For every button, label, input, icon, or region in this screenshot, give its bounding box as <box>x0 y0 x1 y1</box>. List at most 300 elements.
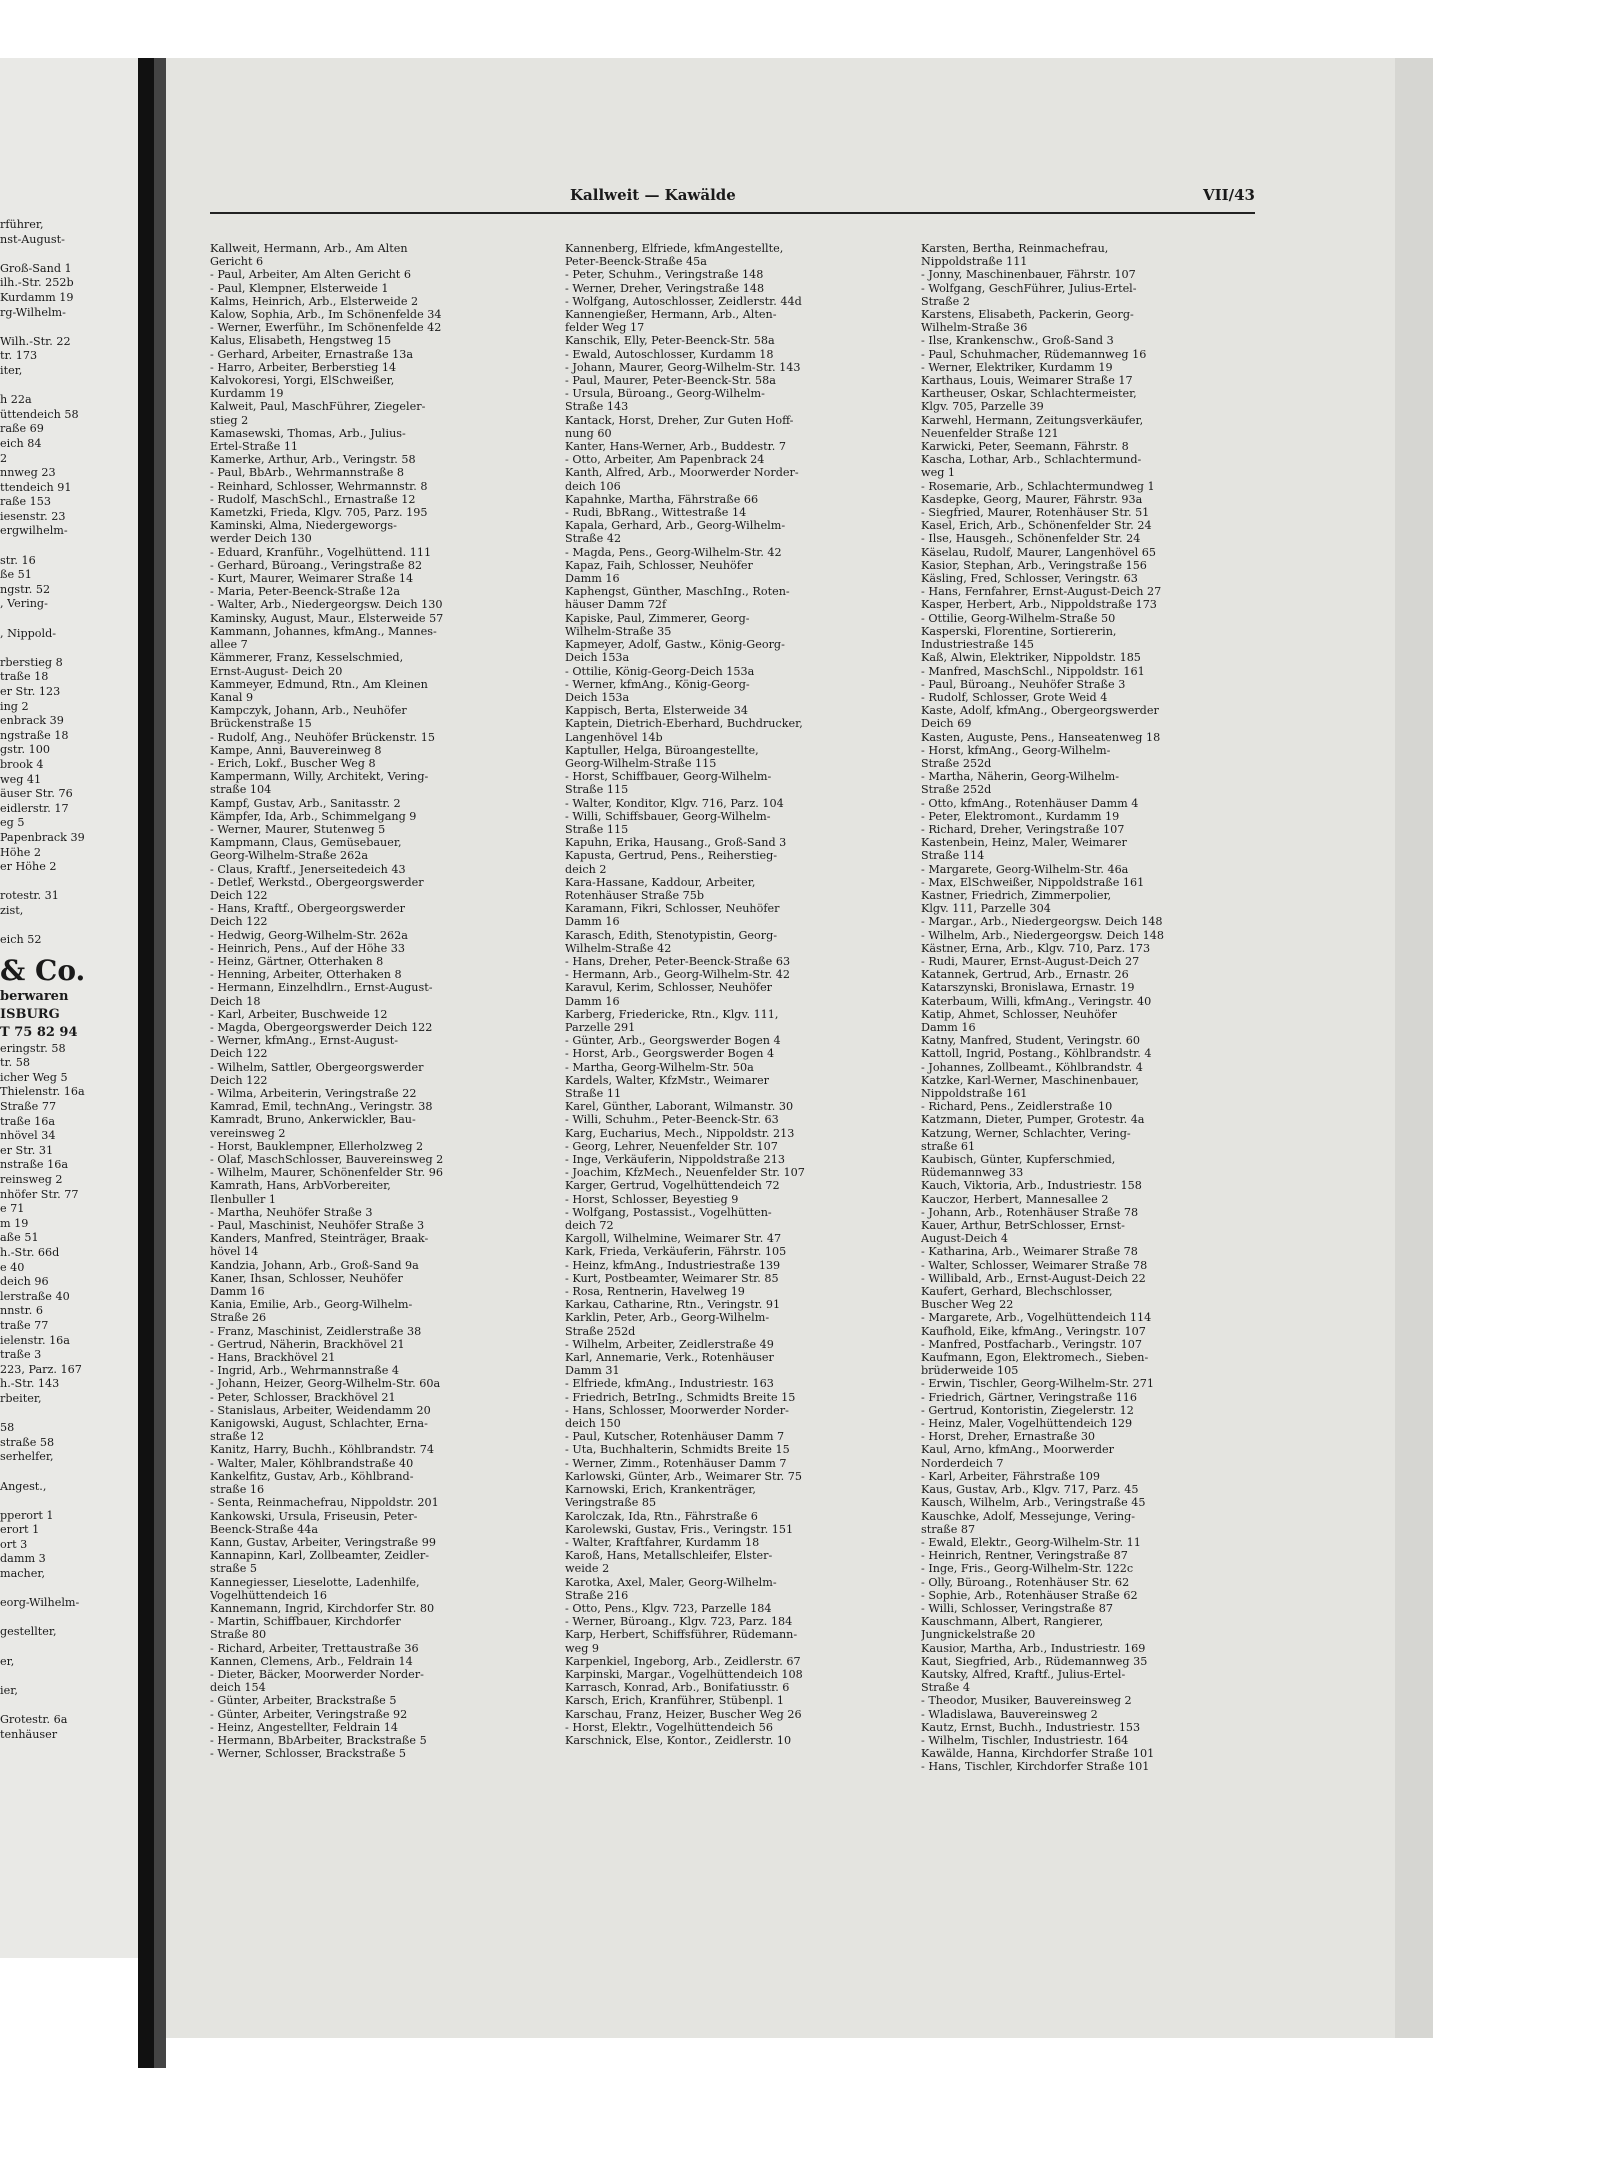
directory-entry-line: - Richard, Arbeiter, Trettaustraße 36 <box>210 1641 419 1655</box>
directory-entry-line: Kauschke, Adolf, Messejunge, Vering- <box>921 1509 1136 1523</box>
directory-entry-line: Straße 2 <box>921 294 970 308</box>
left-page-line <box>0 539 148 554</box>
directory-entry-line: - Elfriede, kfmAng., Industriestr. 163 <box>565 1377 774 1391</box>
directory-entry-line: Kauschmann, Albert, Rangierer, <box>921 1615 1104 1629</box>
directory-entry-line: deich 106 <box>565 479 621 493</box>
left-page-line: damm 3 <box>0 1552 46 1566</box>
left-page-line: h 22a <box>0 393 32 407</box>
directory-entry-line: - Hans, Brackhövel 21 <box>210 1351 336 1365</box>
directory-entry-line: Kaptuller, Helga, Büroangestellte, <box>565 743 759 757</box>
left-page-line: rführer, <box>0 218 44 231</box>
left-page-line: eg 5 <box>0 816 25 830</box>
directory-entry-line: - Heinz, Gärtner, Otterhaken 8 <box>210 954 384 968</box>
directory-entry-line: - Margarete, Georg-Wilhelm-Str. 46a <box>921 862 1129 876</box>
directory-entry-line: Kasten, Auguste, Pens., Hanseatenweg 18 <box>921 730 1161 744</box>
directory-entry-line: - Willi, Schiffsbauer, Georg-Wilhelm- <box>565 809 771 823</box>
directory-entry-line: werder Deich 130 <box>210 532 312 546</box>
directory-entry-line: - Werner, kfmAng., Ernst-August- <box>210 1034 398 1048</box>
left-page-line <box>0 247 148 262</box>
left-page-line: er, <box>0 1654 15 1668</box>
directory-entry-line: - Martha, Georg-Wilhelm-Str. 50a <box>565 1060 754 1074</box>
directory-entry-line: Damm 16 <box>565 572 620 586</box>
directory-entry-line: Kappisch, Berta, Elsterweide 34 <box>565 704 749 718</box>
left-page-line: traße 3 <box>0 1348 42 1362</box>
directory-entry-line: stieg 2 <box>210 413 249 427</box>
directory-entry-line: Jungnickelstraße 20 <box>921 1628 1036 1642</box>
directory-entry-line: Kapuhn, Erika, Hausang., Groß-Sand 3 <box>565 836 787 850</box>
directory-entry-line: Karschnick, Else, Kontor., Zeidlerstr. 10 <box>565 1733 792 1747</box>
directory-entry-line: Kämmerer, Franz, Kesselschmied, <box>210 651 404 665</box>
left-page-line: Groß-Sand 1 <box>0 261 72 275</box>
left-page-line: eidlerstr. 17 <box>0 801 69 815</box>
directory-entry-line: Kargoll, Wilhelmine, Weimarer Str. 47 <box>565 1232 782 1246</box>
directory-entry-line: - Jonny, Maschinenbauer, Fährstr. 107 <box>921 268 1136 282</box>
directory-entry-line: Kasperski, Florentine, Sortiererin, <box>921 624 1117 638</box>
left-page-line: h.-Str. 66d <box>0 1246 60 1259</box>
directory-entry-line: Kark, Frieda, Verkäuferin, Fährstr. 105 <box>565 1245 787 1259</box>
directory-entry-line: Parzelle 291 <box>565 1020 636 1034</box>
left-page-line: m 19 <box>0 1216 29 1230</box>
directory-entry-line: deich 150 <box>565 1417 621 1431</box>
directory-entry-line: häuser Damm 72f <box>565 598 667 612</box>
directory-entry-line: Kannegiesser, Lieselotte, Ladenhilfe, <box>210 1575 420 1589</box>
left-page-line: Grotestr. 6a <box>0 1713 68 1726</box>
directory-entry-line: - Heinz, kfmAng., Industriestraße 139 <box>565 1258 781 1272</box>
left-page-line: rg-Wilhelm- <box>0 305 66 319</box>
left-page-line <box>0 1465 148 1480</box>
directory-entry-line: Straße 143 <box>565 400 629 414</box>
directory-entry-line: Kalow, Sophia, Arb., Im Schönenfelde 34 <box>210 308 442 322</box>
directory-entry-line: - Sophie, Arb., Rotenhäuser Straße 62 <box>921 1588 1138 1602</box>
directory-entry-line: - Otto, Pens., Klgv. 723, Parzelle 184 <box>565 1601 772 1615</box>
directory-entry-line: - Siegfried, Maurer, Rotenhäuser Str. 51 <box>921 506 1150 520</box>
directory-entry-line: August-Deich 4 <box>921 1232 1008 1246</box>
directory-entry-line: allee 7 <box>210 638 248 652</box>
directory-entry-line: Damm 31 <box>565 1364 620 1378</box>
directory-entry-line: Karsch, Erich, Kranführer, Stübenpl. 1 <box>565 1694 785 1708</box>
directory-entry-line: - Walter, Arb., Niedergeorgsw. Deich 130 <box>210 598 443 612</box>
directory-entry-line: Karstens, Elisabeth, Packerin, Georg- <box>921 308 1134 322</box>
directory-entry-line: Käselau, Rudolf, Maurer, Langenhövel 65 <box>921 545 1156 559</box>
directory-entry-line: - Horst, Arb., Georgswerder Bogen 4 <box>565 1047 775 1061</box>
directory-entry-line: deich 2 <box>565 862 607 876</box>
directory-entry-line: Buscher Weg 22 <box>921 1298 1014 1312</box>
left-page-line <box>0 320 148 335</box>
directory-entry-line: Karwicki, Peter, Seemann, Fährstr. 8 <box>921 440 1129 454</box>
directory-entry-line: Kapaz, Faih, Schlosser, Neuhöfer <box>565 558 753 572</box>
directory-entry-line: Kanders, Manfred, Steinträger, Braak- <box>210 1232 429 1246</box>
directory-entry-line: - Werner, Schlosser, Brackstraße 5 <box>210 1747 407 1761</box>
directory-entry-line: Kasper, Herbert, Arb., Nippoldstraße 173 <box>921 598 1157 612</box>
directory-entry-line: Kauer, Arthur, BetrSchlosser, Ernst- <box>921 1219 1125 1233</box>
directory-entry-line: Karl, Annemarie, Verk., Rotenhäuser <box>565 1351 774 1365</box>
directory-entry-line: - Horst, Schlosser, Beyestieg 9 <box>565 1192 739 1206</box>
left-page-line: 58 <box>0 1421 15 1435</box>
directory-entry-line: Brückenstraße 15 <box>210 717 312 731</box>
directory-entry-line: - Otto, kfmAng., Rotenhäuser Damm 4 <box>921 796 1139 810</box>
directory-entry-line: - Günter, Arb., Georgswerder Bogen 4 <box>565 1034 781 1048</box>
directory-entry-line: Kalweit, Paul, MaschFührer, Ziegeler- <box>210 400 426 414</box>
directory-entry-line: Deich 18 <box>210 994 261 1008</box>
directory-entry-line: Straße 115 <box>565 783 629 797</box>
company-name: & Co. <box>0 953 86 987</box>
directory-entry-line: Kampermann, Willy, Architekt, Vering- <box>210 770 429 784</box>
directory-entry-line: - Wilhelm, Arb., Niedergeorgsw. Deich 148 <box>921 928 1164 942</box>
running-title: Kallweit — Kawälde <box>570 186 736 204</box>
directory-entry-line: Kardels, Walter, KfzMstr., Weimarer <box>565 1073 769 1087</box>
directory-entry-line: - Max, ElSchweißer, Nippoldstraße 161 <box>921 875 1145 889</box>
directory-entry-line: deich 154 <box>210 1681 266 1695</box>
directory-entry-line: Karsten, Bertha, Reinmachefrau, <box>921 242 1109 255</box>
directory-entry-line: - Manfred, Postfacharb., Veringstr. 107 <box>921 1337 1143 1351</box>
directory-entry-line: - Werner, Zimm., Rotenhäuser Damm 7 <box>565 1456 787 1470</box>
directory-entry-line: Kaß, Alwin, Elektriker, Nippoldstr. 185 <box>921 651 1141 665</box>
directory-entry-line: - Werner, Maurer, Stutenweg 5 <box>210 822 386 836</box>
directory-entry-line: Katannek, Gertrud, Arb., Ernastr. 26 <box>921 968 1129 982</box>
directory-entry-line: Kalvokoresi, Yorgi, ElSchweißer, <box>210 374 395 388</box>
directory-entry-line: Kapusta, Gertrud, Pens., Reiherstieg- <box>565 849 778 863</box>
left-page-line: tenhäuser <box>0 1727 58 1741</box>
directory-entry-line: - Georg, Lehrer, Neuenfelder Str. 107 <box>565 1139 778 1153</box>
directory-entry-line: Karolczak, Ida, Rtn., Fährstraße 6 <box>565 1509 758 1523</box>
directory-entry-line: - Ursula, Büroang., Georg-Wilhelm- <box>565 387 765 401</box>
left-page-line: brook 4 <box>0 757 44 771</box>
directory-entry-line: Georg-Wilhelm-Straße 262a <box>210 849 369 863</box>
directory-entry-line: - Werner, Ewerführ., Im Schönenfelde 42 <box>210 321 442 335</box>
directory-entry-line: Wilhelm-Straße 35 <box>565 624 672 638</box>
directory-entry-line: - Rosemarie, Arb., Schlachtermundweg 1 <box>921 479 1155 493</box>
left-page-line: raße 69 <box>0 422 44 436</box>
book-gutter-shadow <box>154 58 166 2068</box>
directory-entry-line: - Eduard, Kranführ., Vogelhüttend. 111 <box>210 545 432 559</box>
directory-entry-line: - Hans, Kraftf., Obergeorgswerder <box>210 902 405 916</box>
directory-entry-line: - Inge, Verkäuferin, Nippoldstraße 213 <box>565 1153 785 1167</box>
directory-entry-line: - Ewald, Autoschlosser, Kurdamm 18 <box>565 347 774 361</box>
left-page-line: iesenstr. 23 <box>0 509 66 523</box>
directory-entry-line: Ernst-August- Deich 20 <box>210 664 343 678</box>
directory-entry-line: Kandzia, Johann, Arb., Groß-Sand 9a <box>210 1258 419 1272</box>
directory-entry-line: Kasior, Stephan, Arb., Veringstraße 156 <box>921 558 1147 572</box>
directory-column-2 <box>565 242 910 1747</box>
directory-entry-line: Kattoll, Ingrid, Postang., Köhlbrandstr. 4 <box>921 1047 1152 1061</box>
left-page-line: ielenstr. 16a <box>0 1333 70 1347</box>
directory-entry-line: - Friedrich, BetrIng., Schmidts Breite 15 <box>565 1390 796 1404</box>
left-page-line: traße 16a <box>0 1114 56 1128</box>
directory-entry-line: Kanth, Alfred, Arb., Moorwerder Norder- <box>565 466 799 480</box>
directory-entry-line: Karberg, Friedericke, Rtn., Klgv. 111, <box>565 1007 779 1021</box>
left-page-line: erort 1 <box>0 1523 40 1537</box>
left-page-line: Straße 77 <box>0 1100 57 1114</box>
directory-entry-line: Peter-Beenck-Straße 45a <box>565 255 707 269</box>
directory-entry-line: - Paul, Schuhmacher, Rüdemannweg 16 <box>921 347 1147 361</box>
directory-entry-line: Straße 115 <box>565 822 629 836</box>
directory-entry-line: Georg-Wilhelm-Straße 115 <box>565 756 717 770</box>
directory-entry-line: Kampczyk, Johann, Arb., Neuhöfer <box>210 704 407 718</box>
left-page-line <box>0 612 148 627</box>
directory-entry-line: Kaufmann, Egon, Elektromech., Sieben- <box>921 1351 1149 1365</box>
directory-entry-line: Karavul, Kerim, Schlosser, Neuhöfer <box>565 981 773 995</box>
left-page-line: traße 18 <box>0 670 49 684</box>
left-page-line: eich 84 <box>0 436 42 450</box>
directory-entry-line: Kapala, Gerhard, Arb., Georg-Wilhelm- <box>565 519 786 533</box>
directory-entry-line: Damm 16 <box>921 1020 976 1034</box>
left-page-line <box>0 1582 148 1597</box>
directory-entry-line: Kanigowski, August, Schlachter, Erna- <box>210 1417 428 1431</box>
left-page-line: nnweg 23 <box>0 466 56 480</box>
directory-entry-line: - Paul, Kutscher, Rotenhäuser Damm 7 <box>565 1430 785 1444</box>
directory-entry-line: - Martha, Näherin, Georg-Wilhelm- <box>921 770 1120 784</box>
directory-entry-line: straße 5 <box>210 1562 258 1576</box>
directory-entry-line: Katarszynski, Bronislawa, Ernastr. 19 <box>921 981 1135 995</box>
directory-entry-line: Kankelfitz, Gustav, Arb., Köhlbrand- <box>210 1469 414 1483</box>
left-page-line: zist, <box>0 903 24 917</box>
directory-entry-line: - Gerhard, Arbeiter, Ernastraße 13a <box>210 347 414 361</box>
directory-entry-line: Kautz, Ernst, Buchh., Industriestr. 153 <box>921 1720 1141 1734</box>
left-page-line <box>0 1640 148 1655</box>
directory-entry-line: deich 72 <box>565 1219 614 1233</box>
directory-entry-line: Langenhövel 14b <box>565 730 663 744</box>
left-page-line: rbeiter, <box>0 1391 42 1405</box>
directory-entry-line: - Manfred, MaschSchl., Nippoldstr. 161 <box>921 664 1145 678</box>
directory-entry-line: - Paul, Maurer, Peter-Beenck-Str. 58a <box>565 374 776 388</box>
directory-entry-line: Karpenkiel, Ingeborg, Arb., Zeidlerstr. 67 <box>565 1654 801 1668</box>
company-subtitle: berwaren <box>0 988 69 1004</box>
directory-entry-line: Kanter, Hans-Werner, Arb., Buddestr. 7 <box>565 440 786 454</box>
left-page-line: enbrack 39 <box>0 714 64 728</box>
directory-entry-line: Karg, Eucharius, Mech., Nippoldstr. 213 <box>565 1126 795 1140</box>
directory-entry-line: - Stanislaus, Arbeiter, Weidendamm 20 <box>210 1403 431 1417</box>
directory-entry-line: Kartheuser, Oskar, Schlachtermeister, <box>921 387 1137 401</box>
directory-entry-line: Kanschik, Elly, Peter-Beenck-Str. 58a <box>565 334 775 348</box>
directory-entry-line: Katzmann, Dieter, Pumper, Grotestr. 4a <box>921 1113 1145 1127</box>
directory-entry-line: - Joachim, KfzMech., Neuenfelder Str. 107 <box>565 1166 805 1180</box>
directory-entry-line: straße 12 <box>210 1430 265 1444</box>
directory-entry-line: Kaminski, Alma, Niedergeworgs- <box>210 519 397 533</box>
directory-entry-line: Karlowski, Günter, Arb., Weimarer Str. 75 <box>565 1469 802 1483</box>
left-page-line: e 40 <box>0 1260 25 1274</box>
directory-entry-line: Karoß, Hans, Metallschleifer, Elster- <box>565 1549 773 1563</box>
directory-entry-line: Kapahnke, Martha, Fährstraße 66 <box>565 492 759 506</box>
left-page-line <box>0 919 148 934</box>
directory-entry-line: Klgv. 705, Parzelle 39 <box>921 400 1044 414</box>
left-page-line <box>0 1611 148 1626</box>
directory-column-3 <box>921 242 1261 1774</box>
directory-entry-line: Kamrath, Hans, ArbVorbereiter, <box>210 1179 391 1193</box>
directory-entry-line: Kautsky, Alfred, Kraftf., Julius-Ertel- <box>921 1667 1126 1681</box>
left-page-line: aße 51 <box>0 1231 39 1245</box>
directory-entry-line: Wilhelm-Straße 36 <box>921 321 1028 335</box>
directory-entry-line: Katzke, Karl-Werner, Maschinenbauer, <box>921 1073 1139 1087</box>
directory-entry-line: Kastenbein, Heinz, Maler, Weimarer <box>921 836 1127 850</box>
directory-entry-line: - Paul, Arbeiter, Am Alten Gericht 6 <box>210 268 411 282</box>
directory-entry-line: straße 87 <box>921 1522 976 1536</box>
left-page-line: rberstieg 8 <box>0 655 63 669</box>
directory-entry-line: - Maria, Peter-Beenck-Straße 12a <box>210 585 401 599</box>
left-page-fragment <box>0 58 148 1958</box>
directory-entry-line: Katip, Ahmet, Schlosser, Neuhöfer <box>921 1007 1117 1021</box>
directory-entry-line: - Heinz, Angestellter, Feldrain 14 <box>210 1720 399 1734</box>
directory-entry-line: - Martha, Neuhöfer Straße 3 <box>210 1205 373 1219</box>
directory-entry-line: - Walter, Schlosser, Weimarer Straße 78 <box>921 1258 1148 1272</box>
directory-entry-line: Kallweit, Hermann, Arb., Am Alten <box>210 242 408 255</box>
directory-entry-line: Kasdepke, Georg, Maurer, Fährstr. 93a <box>921 492 1143 506</box>
left-page-line: ier, <box>0 1683 18 1697</box>
directory-entry-line: straße 104 <box>210 783 272 797</box>
left-page-line: üttendeich 58 <box>0 407 79 421</box>
directory-entry-line: Karpinski, Margar., Vogelhüttendeich 108 <box>565 1667 803 1681</box>
directory-entry-line: Kauch, Viktoria, Arb., Industriestr. 158 <box>921 1179 1142 1193</box>
directory-entry-line: Damm 16 <box>565 994 620 1008</box>
directory-entry-line: - Peter, Schlosser, Brackhövel 21 <box>210 1390 396 1404</box>
directory-entry-line: Kausch, Wilhelm, Arb., Veringstraße 45 <box>921 1496 1146 1510</box>
directory-entry-line: - Rudi, BbRang., Wittestraße 14 <box>565 506 747 520</box>
directory-entry-line: Kamasewski, Thomas, Arb., Julius- <box>210 426 406 440</box>
left-page-line <box>0 875 148 890</box>
directory-entry-line: Kascha, Lothar, Arb., Schlachtermund- <box>921 453 1142 467</box>
directory-entry-line: Kaufert, Gerhard, Blechschlosser, <box>921 1285 1113 1299</box>
directory-entry-line: - Günter, Arbeiter, Brackstraße 5 <box>210 1694 397 1708</box>
left-page-line: ergwilhelm- <box>0 524 68 538</box>
directory-entry-line: Karamann, Fikri, Schlosser, Neuhöfer <box>565 902 780 916</box>
directory-entry-line: Damm 16 <box>565 915 620 929</box>
directory-entry-line: Kampf, Gustav, Arb., Sanitasstr. 2 <box>210 796 401 810</box>
directory-entry-line: Straße 11 <box>565 1087 622 1100</box>
left-page-line: deich 96 <box>0 1275 49 1289</box>
left-page-line: weg 41 <box>0 772 42 786</box>
directory-entry-line: Kaut, Siegfried, Arb., Rüdemannweg 35 <box>921 1654 1148 1668</box>
directory-entry-line: - Margarete, Arb., Vogelhüttendeich 114 <box>921 1311 1152 1325</box>
directory-entry-line: - Uta, Buchhalterin, Schmidts Breite 15 <box>565 1443 790 1457</box>
directory-entry-line: - Gertrud, Kontoristin, Ziegelerstr. 12 <box>921 1403 1134 1417</box>
directory-entry-line: - Kurt, Postbeamter, Weimarer Str. 85 <box>565 1271 779 1285</box>
directory-entry-line: Kämpfer, Ida, Arb., Schimmelgang 9 <box>210 809 417 823</box>
directory-entry-line: Straße 80 <box>210 1628 267 1642</box>
left-page-line: Angest., <box>0 1479 47 1493</box>
directory-entry-line: Rotenhäuser Straße 75b <box>565 888 705 902</box>
directory-entry-line: Vogelhüttendeich 16 <box>210 1588 327 1602</box>
left-page-line: er Höhe 2 <box>0 860 57 874</box>
left-page-line: nstraße 16a <box>0 1158 69 1172</box>
directory-entry-line: Deich 122 <box>210 1047 268 1061</box>
left-page-line: , Vering- <box>0 597 48 611</box>
directory-entry-line: Deich 153a <box>565 651 630 665</box>
page-edge <box>1395 58 1433 2038</box>
directory-entry-line: - Heinrich, Rentner, Veringstraße 87 <box>921 1549 1128 1563</box>
directory-entry-line: Straße 4 <box>921 1681 970 1695</box>
directory-entry-line: - Senta, Reinmachefrau, Nippoldstr. 201 <box>210 1496 439 1510</box>
left-page-line: iter, <box>0 363 23 377</box>
directory-entry-line: - Willibald, Arb., Ernst-August-Deich 22 <box>921 1271 1146 1285</box>
company-phone: T 75 82 94 <box>0 1024 78 1040</box>
directory-entry-line: - Paul, BbArb., Wehrmannstraße 8 <box>210 466 405 480</box>
directory-entry-line: - Magda, Obergeorgswerder Deich 122 <box>210 1020 433 1034</box>
directory-entry-line: - Wilma, Arbeiterin, Veringstraße 22 <box>210 1087 417 1100</box>
left-page-line: 223, Parz. 167 <box>0 1362 82 1376</box>
directory-entry-line: Kametzki, Frieda, Klgv. 705, Parz. 195 <box>210 506 428 520</box>
directory-entry-line: - Hans, Dreher, Peter-Beenck-Straße 63 <box>565 954 791 968</box>
left-page-line: reinsweg 2 <box>0 1173 63 1187</box>
directory-entry-line: Veringstraße 85 <box>565 1496 657 1510</box>
left-page-line: Kurdamm 19 <box>0 290 74 304</box>
directory-entry-line: - Hermann, BbArbeiter, Brackstraße 5 <box>210 1733 427 1747</box>
directory-entry-line: Klgv. 111, Parzelle 304 <box>921 902 1051 916</box>
directory-entry-line: Deich 122 <box>210 915 268 929</box>
directory-entry-line: straße 61 <box>921 1139 976 1153</box>
directory-entry-line: - Inge, Fris., Georg-Wilhelm-Str. 122c <box>921 1562 1134 1576</box>
directory-entry-line: Kannen, Clemens, Arb., Feldrain 14 <box>210 1654 413 1668</box>
directory-entry-line: Deich 69 <box>921 717 972 731</box>
left-page-line: eorg-Wilhelm- <box>0 1596 80 1610</box>
directory-entry-line: - Magda, Pens., Georg-Wilhelm-Str. 42 <box>565 545 782 559</box>
directory-entry-line: - Karl, Arbeiter, Buschweide 12 <box>210 1007 388 1021</box>
left-page-line: e 71 <box>0 1202 25 1216</box>
directory-entry-line: - Detlef, Werkstd., Obergeorgswerder <box>210 875 424 889</box>
left-page-line: ngstraße 18 <box>0 728 69 742</box>
left-page-line: Höhe 2 <box>0 845 41 859</box>
company-city: ISBURG <box>0 1006 60 1022</box>
directory-entry-line: - Werner, kfmAng., König-Georg- <box>565 677 750 691</box>
directory-entry-line: - Theodor, Musiker, Bauvereinsweg 2 <box>921 1694 1132 1708</box>
directory-entry-line: - Gerhard, Büroang., Veringstraße 82 <box>210 558 423 572</box>
directory-entry-line: Katzung, Werner, Schlachter, Vering- <box>921 1126 1131 1140</box>
directory-entry-line: - Walter, Konditor, Klgv. 716, Parz. 104 <box>565 796 784 810</box>
directory-entry-line: - Horst, Bauklempner, Ellerholzweg 2 <box>210 1139 424 1153</box>
directory-entry-line: Karger, Gertrud, Vogelhüttendeich 72 <box>565 1179 780 1193</box>
directory-column-1 <box>210 242 550 1760</box>
directory-entry-line: - Rudolf, Schlosser, Grote Weid 4 <box>921 690 1108 704</box>
left-page-line: eringstr. 58 <box>0 1041 66 1055</box>
directory-entry-line: Kantack, Horst, Dreher, Zur Guten Hoff- <box>565 413 794 427</box>
left-page-line: eich 52 <box>0 933 42 947</box>
directory-entry-line: Rüdemannweg 33 <box>921 1166 1024 1180</box>
directory-entry-line: Kania, Emilie, Arb., Georg-Wilhelm- <box>210 1298 413 1312</box>
left-page-line: tr. 58 <box>0 1056 30 1070</box>
directory-entry-line: - Henning, Arbeiter, Otterhaken 8 <box>210 968 402 982</box>
directory-entry-line: Kara-Hassane, Kaddour, Arbeiter, <box>565 875 756 889</box>
left-page-line: er Str. 31 <box>0 1143 54 1157</box>
directory-entry-line: - Katharina, Arb., Weimarer Straße 78 <box>921 1245 1138 1259</box>
directory-entry-line: Kasel, Erich, Arb., Schönenfelder Str. 24 <box>921 519 1152 533</box>
left-page-line: Papenbrack 39 <box>0 830 85 844</box>
directory-entry-line: Karkau, Catharine, Rtn., Veringstr. 91 <box>565 1298 781 1312</box>
directory-entry-line: - Richard, Pens., Zeidlerstraße 10 <box>921 1100 1113 1114</box>
directory-entry-line: Kanal 9 <box>210 690 254 704</box>
directory-entry-line: - Erwin, Tischler, Georg-Wilhelm-Str. 271 <box>921 1377 1154 1391</box>
directory-entry-line: Kamrad, Emil, technAng., Veringstr. 38 <box>210 1100 433 1114</box>
directory-entry-line: - Johann, Maurer, Georg-Wilhelm-Str. 143 <box>565 360 801 374</box>
directory-entry-line: Kampe, Anni, Bauvereinweg 8 <box>210 743 382 757</box>
directory-entry-line: Karel, Günther, Laborant, Wilmanstr. 30 <box>565 1100 794 1114</box>
directory-entry-line: Kann, Gustav, Arbeiter, Veringstraße 99 <box>210 1535 436 1549</box>
directory-entry-line: - Wladislawa, Bauvereinsweg 2 <box>921 1707 1098 1721</box>
directory-entry-line: - Rudolf, Ang., Neuhöfer Brückenstr. 15 <box>210 730 435 744</box>
left-page-line: nhövel 34 <box>0 1129 56 1143</box>
directory-entry-line: - Günter, Arbeiter, Veringstraße 92 <box>210 1707 408 1721</box>
directory-entry-line: - Wolfgang, GeschFührer, Julius-Ertel- <box>921 281 1137 295</box>
directory-entry-line: - Olaf, MaschSchlosser, Bauvereinsweg 2 <box>210 1153 444 1167</box>
directory-entry-line: - Peter, Schuhm., Veringstraße 148 <box>565 268 764 282</box>
directory-entry-line: - Rudi, Maurer, Ernst-August-Deich 27 <box>921 954 1140 968</box>
directory-entry-line: - Werner, Elektriker, Kurdamm 19 <box>921 360 1113 374</box>
directory-entry-line: - Karl, Arbeiter, Fährstraße 109 <box>921 1469 1101 1483</box>
directory-entry-line: - Richard, Dreher, Veringstraße 107 <box>921 822 1125 836</box>
directory-entry-line: Kästner, Erna, Arb., Klgv. 710, Parz. 173 <box>921 941 1151 955</box>
directory-entry-line: - Paul, Maschinist, Neuhöfer Straße 3 <box>210 1219 425 1233</box>
directory-entry-line: Kausior, Martha, Arb., Industriestr. 169 <box>921 1641 1146 1655</box>
directory-entry-line: Neuenfelder Straße 121 <box>921 426 1059 440</box>
directory-entry-line: Gericht 6 <box>210 255 264 269</box>
left-page-line: äuser Str. 76 <box>0 787 73 801</box>
